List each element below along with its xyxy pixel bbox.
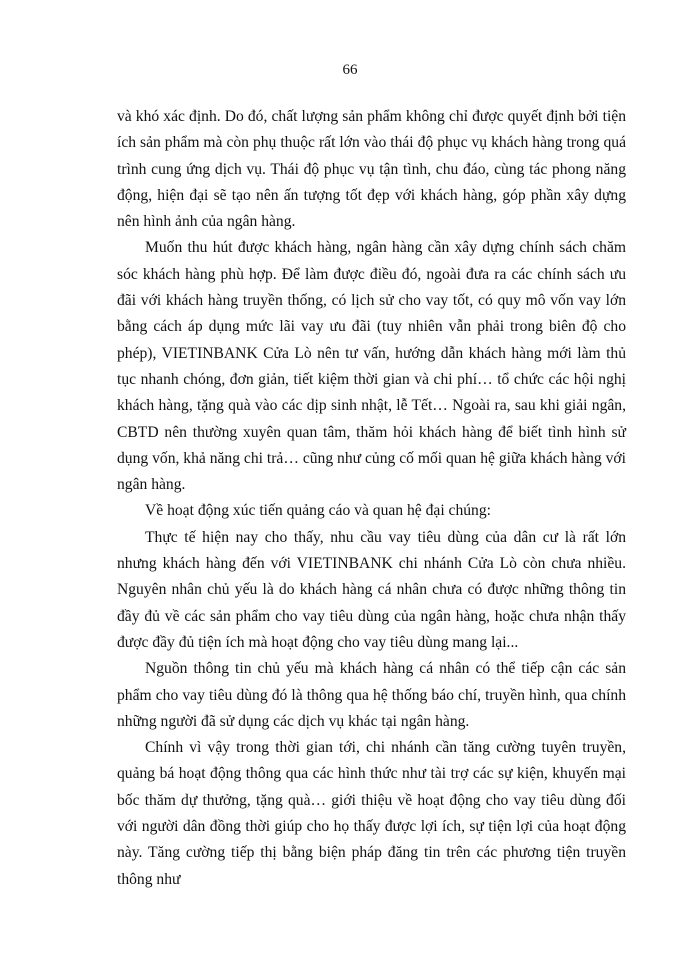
paragraph-continuation: và khó xác định. Do đó, chất lượng sản phẩm không chỉ được quyết định bởi tiện ích sản phẩm mà còn phụ thuộc rất lớn vào thái độ phục vụ khách hàng trong quá trình cung ứng dịch vụ. Thái độ phục vụ tận tình, chu đáo, cùng tác phong năng động, hiện đại sẽ tạo nên ấn tượng tốt đẹp với khách hàng, góp phần xây dựng nên hình ảnh của ngân hàng.	[117, 108, 626, 231]
paragraph-strategy: Chính vì vậy trong thời gian tới, chi nhánh cần tăng cường tuyên truyền, quảng bá hoạt động thông qua các hình thức như tài trợ các sự kiện, khuyến mại bốc thăm dự thưởng, tặng quà… giới thiệu về hoạt động cho vay tiêu dùng đối với người dân đồng thời giúp cho họ thấy được lợi ích, sự tiện lợi của hoạt động này. Tăng cường tiếp thị bằng biện pháp đăng tin trên các phương tiện truyền thông như	[117, 739, 626, 888]
page-number: 66	[342, 62, 358, 78]
document-body	[117, 104, 626, 893]
paragraph-demand: Thực tế hiện nay cho thấy, nhu cầu vay tiêu dùng của dân cư là rất lớn nhưng khách hàng đến với VIETINBANK chi nhánh Cửa Lò còn chưa nhiều. Nguyên nhân chủ yếu là do khách hàng cá nhân chưa có được những thông tin đầy đủ về các sản phẩm cho vay tiêu dùng của ngân hàng, hoặc chưa nhận thấy được đầy đủ tiện ích mà hoạt động cho vay tiêu dùng mang lại...	[117, 528, 626, 651]
section-heading-promotion: Về hoạt động xúc tiến quảng cáo và quan hệ đại chúng:	[145, 502, 491, 520]
paragraph-customer-care: Muốn thu hút được khách hàng, ngân hàng cần xây dựng chính sách chăm sóc khách hàng phù hợp. Để làm được điều đó, ngoài đưa ra các chính sách ưu đãi với khách hàng truyền thống, có lịch sử cho vay tốt, có quy mô vốn vay lớn bằng cách áp dụng mức lãi vay ưu đãi (tuy nhiên vẫn phải trong biên độ cho phép), VIETINBANK Cửa Lò nên tư vấn, hướng dẫn khách hàng mới làm thủ tục nhanh chóng, đơn giản, tiết kiệm thời gian và chi phí… tổ chức các hội nghị khách hàng, tặng quà vào các dịp sinh nhật, lễ Tết… Ngoài ra, sau khi giải ngân, CBTD nên thường xuyên quan tâm, thăm hỏi khách hàng để biết tình hình sử dụng vốn, khả năng chi trả… cũng như củng cố mối quan hệ giữa khách hàng với ngân hàng.	[117, 239, 626, 494]
paragraph-information-sources: Nguồn thông tin chủ yếu mà khách hàng cá nhân có thể tiếp cận các sản phẩm cho vay tiêu dùng đó là thông qua hệ thống báo chí, truyền hình, qua chính những người đã sử dụng các dịch vụ khác tại ngân hàng.	[117, 660, 626, 730]
